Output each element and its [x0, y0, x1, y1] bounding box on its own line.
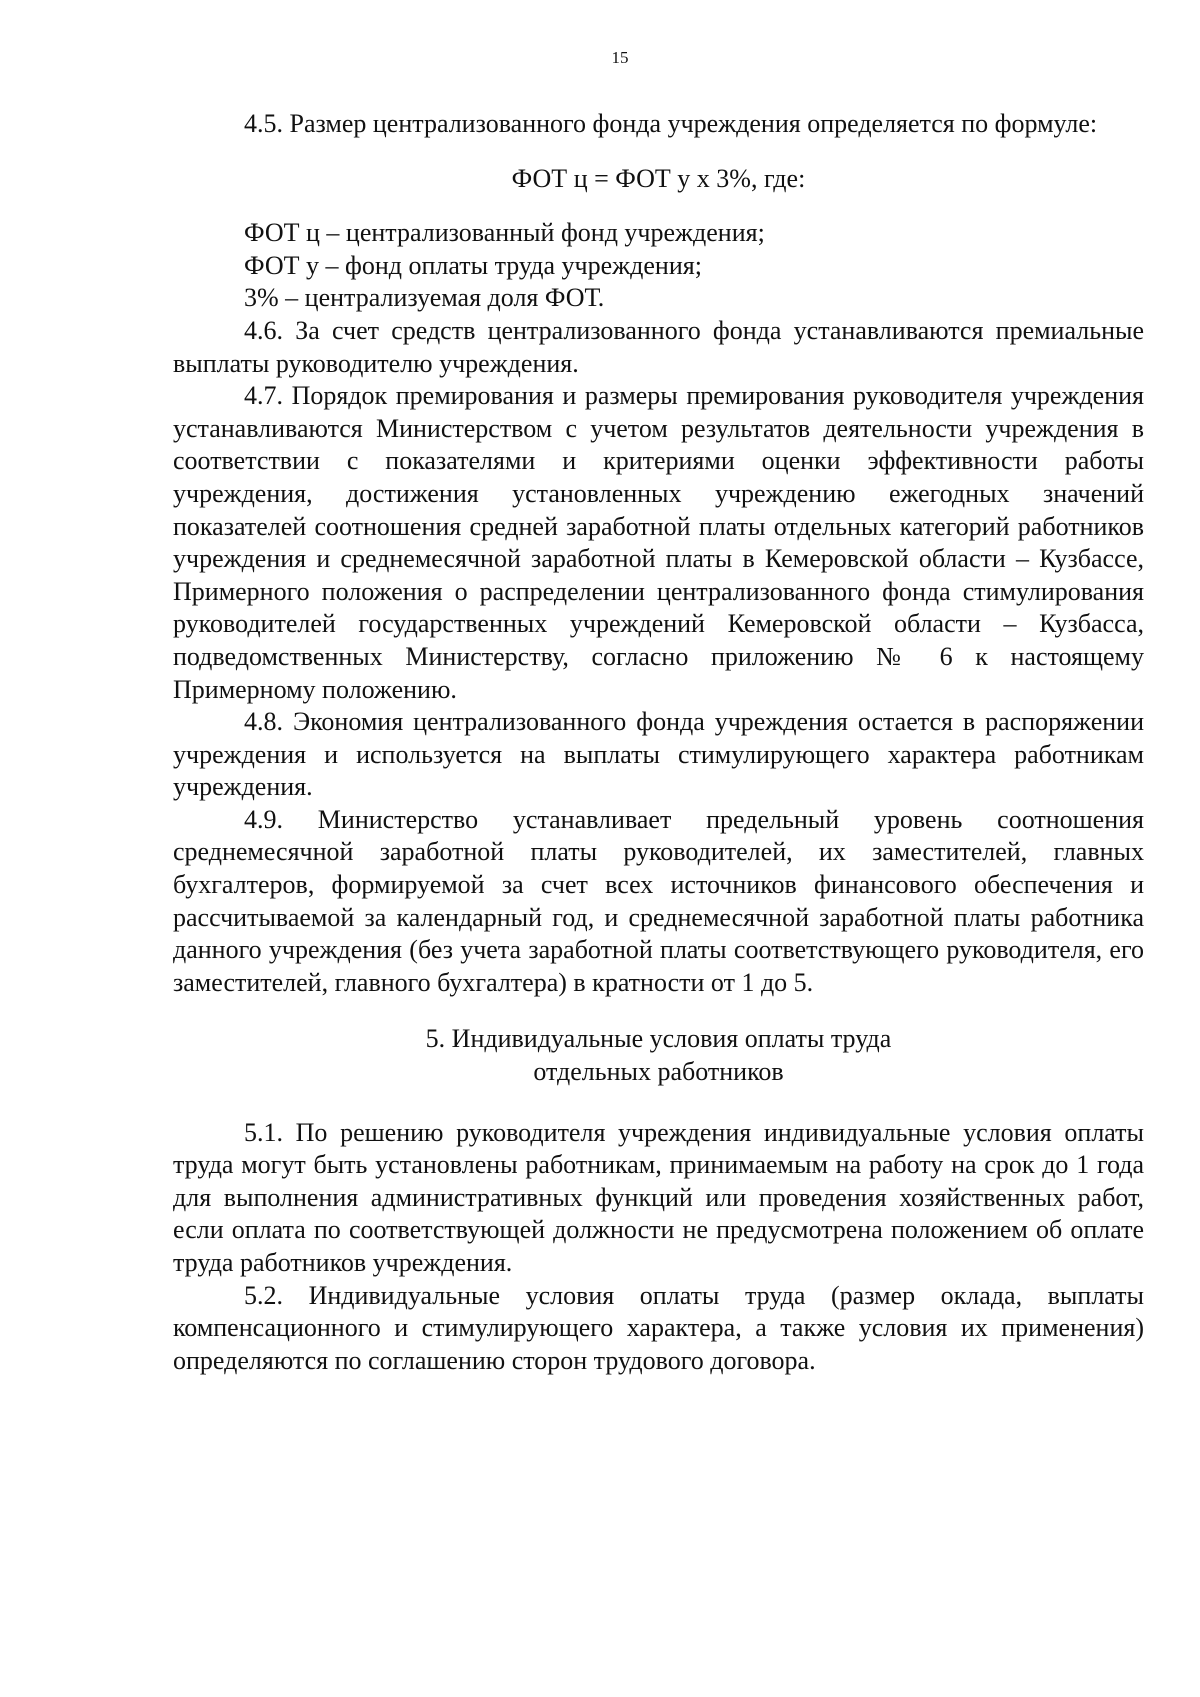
paragraph-4-5: 4.5. Размер централизованного фонда учреждения определяется по формуле:	[244, 109, 1098, 138]
definition-fot-c: ФОТ ц – централизованный фонд учреждения;	[244, 218, 765, 248]
paragraph-4-9: 4.9. Министерство устанавливает предельный уровень соотношения среднемесячной заработной платы руководителей, их заместителей, главных бухгалтеров, формируемой за счет всех источников финансового обеспечения и рассчитываемой за календарный год, и среднемесячной заработной платы работника данного учреждения (без учета заработной платы соответствующего руководителя, его заместителей, главного бухгалтера) в кратности от 1 до 5.	[173, 804, 1144, 997]
section-heading	[173, 1023, 1144, 1088]
definition-share: 3% – централизуемая доля ФОТ.	[244, 283, 605, 313]
formula: ФОТ ц = ФОТ у х 3%, где:	[511, 163, 806, 193]
paragraph-5-2: 5.2. Индивидуальные условия оплаты труда (размер оклада, выплаты компенсационного и стимулирующего характера, а также условия их применения) определяются по соглашению сторон трудового договора.	[173, 1280, 1144, 1375]
definition-fot-u: ФОТ у – фонд оплаты труда учреждения;	[244, 250, 702, 280]
paragraph-4-7: 4.7. Порядок премирования и размеры премирования руководителя учреждения устанавливаются Министерством с учетом результатов деятельности учреждения в соответствии с показателями и критериями оценки эффективности работы учреждения, достижения установленных учреждению ежегодных значений показателей соотношения средней заработной платы отдельных категорий работников учреждения и среднемесячной заработной платы в Кемеровской области – Кузбассе, Примерного положения о распределении централизованного фонда стимулирования руководителей государственных учреждений Кемеровской области – Кузбасса, подведомственных Министерству, согласно приложению № 6 к настоящему Примерному положению.	[173, 381, 1144, 704]
section-heading-line-1: 5. Индивидуальные условия оплаты труда	[425, 1024, 892, 1054]
page-number: 15	[611, 48, 629, 67]
paragraph-4-6: 4.6. За счет средств централизованного фонда устанавливаются премиальные выплаты руководителю учреждения.	[173, 315, 1144, 378]
section-heading-line-2: отдельных работников	[533, 1057, 784, 1087]
paragraph-4-8: 4.8. Экономия централизованного фонда учреждения остается в распоряжении учреждения и используется на выплаты стимулирующего характера работникам учреждения.	[173, 707, 1144, 802]
document-body	[173, 108, 1144, 1377]
paragraph-5-1: 5.1. По решению руководителя учреждения индивидуальные условия оплаты труда могут быть установлены работникам, принимаемым на работу на срок до 1 года для выполнения административных функций или проведения хозяйственных работ, если оплата по соответствующей должности не предусмотрена положением об оплате труда работников учреждения.	[173, 1117, 1144, 1277]
